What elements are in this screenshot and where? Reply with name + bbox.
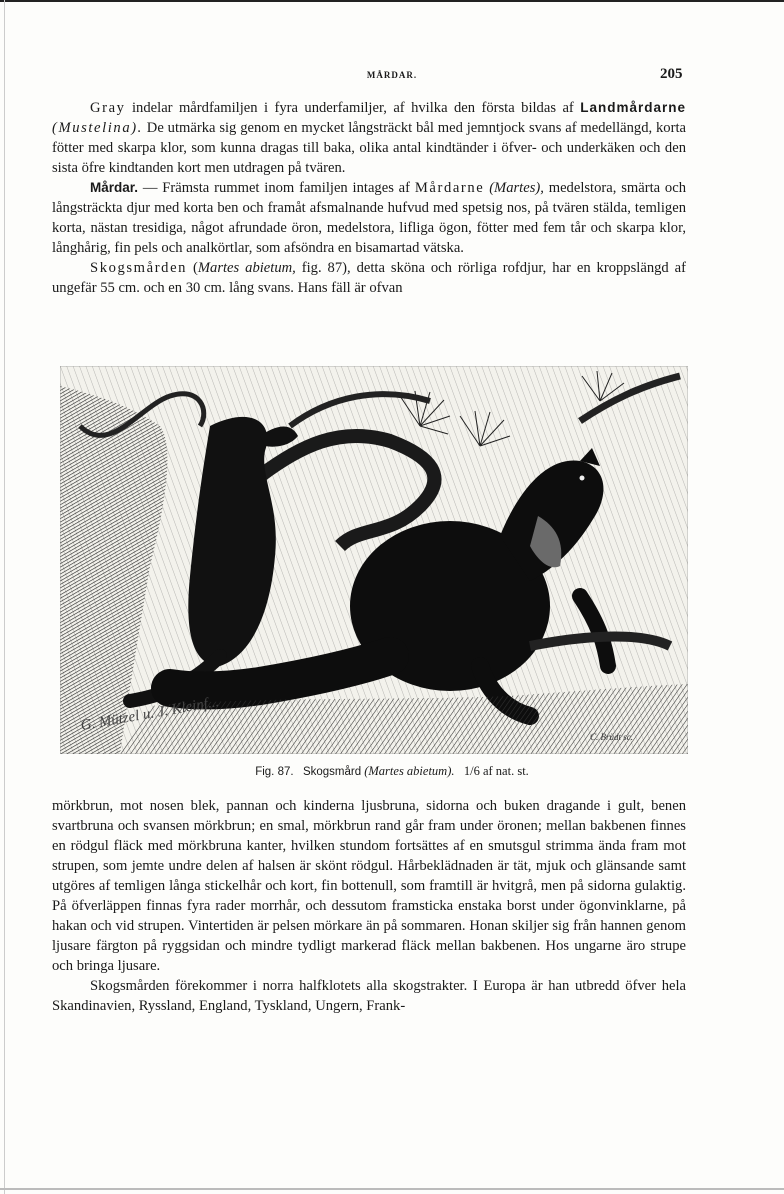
paragraph: Skogsmården (Martes abietum, fig. 87), detta sköna och rörliga rofdjur, har en kroppslängd af ungefär 55 cm. och en 30 cm. lång svans. Hans fäll är ofvan bbox=[52, 260, 686, 296]
figure-label: Fig. 87. bbox=[255, 766, 294, 778]
engraver-signature: C. Brüdt sc. bbox=[590, 732, 634, 742]
section-heading: Mårdar. bbox=[90, 180, 139, 195]
figure-caption bbox=[0, 764, 784, 779]
body-text-bottom bbox=[52, 796, 686, 1016]
page-number: 205 bbox=[660, 66, 683, 82]
figure-name: Skogsmård bbox=[302, 766, 362, 778]
figure-latin-name: (Martes abietum). bbox=[364, 764, 455, 778]
artist-signature: G. Mützel u. J. Kleinf... bbox=[79, 693, 221, 735]
paragraph: Skogsmården förekommer i norra halfklotets alla skogstrakter. I Europa är han utbredd öfver hela Skandinavien, Ryssland, England, Tyskland, Ungern, Frank- bbox=[52, 978, 686, 1014]
marten-illustration bbox=[60, 366, 688, 754]
figure-scale: 1/6 af nat. st. bbox=[463, 764, 529, 778]
body-text-top bbox=[52, 98, 686, 298]
scan-border-left bbox=[4, 0, 5, 1194]
paragraph: mörkbrun, mot nosen blek, pannan och kinderna ljusbruna, sidorna och buken dragande i gult, benen svartbruna och svansen mörkbrun; en smal, mörkbrun rand går fram under öronen; mellan bakbenen finnes en rödgul fläck med mörkbruna kanter, hvilken stundom fortsättes af en smutsgul strimma ända fram mot strupen, som jemte undre delen af halsen är skönt rödgul. Hårbeklädnaden är tät, mjuk och glänsande samt utgöres af temligen långa stickelhår och kort, fin bottenull, som framtill är hvitgrå, men på sidorna gulaktig. På öfverläppen finnas fyra rader morrhår, och dessutom framsticka enstaka borst under ögonvinklarne, på hakan och vid strupen. Vintertiden är pelsen mörkare än på sommaren. Honan skiljer sig från hannen genom ljusare färgton på ryggsidan och mindre tydligt markerad fläck mellan bakbenen. Hos ungarne äro strupe och bringa ljusare. bbox=[52, 798, 686, 974]
scan-border-bottom bbox=[0, 1188, 784, 1190]
paragraph: Gray indelar mårdfamiljen i fyra underfamiljer, af hvilka den första bildas af Landmårdarne (Mustelina). De utmärka sig genom en mycket långsträckt bål med jemntjock svans af medellängd, korta fötter med skarpa klor, som kunna dragas till baka, olika antal kindtänder i öfver- och underkäken och den sista öfre kindtanden kort men utdragen på tvären. bbox=[52, 100, 686, 176]
running-head: MÅRDAR. bbox=[366, 70, 418, 80]
scan-border-top bbox=[0, 0, 784, 2]
paragraph: Mårdar. — Främsta rummet inom familjen intages af Mårdarne (Martes), medelstora, smärta och långsträckta djur med korta ben och framåt afsmalnande hufvud med spetsig nos, på tvären stälda, temligen korta, nästan tresidiga, något afrundade öron, medelstora, lifliga ögon, fötter med fem tår och skarpa klor, långhårig, fin pels och analkörtlar, som afsöndra en bisamartad vätska. bbox=[52, 180, 686, 256]
